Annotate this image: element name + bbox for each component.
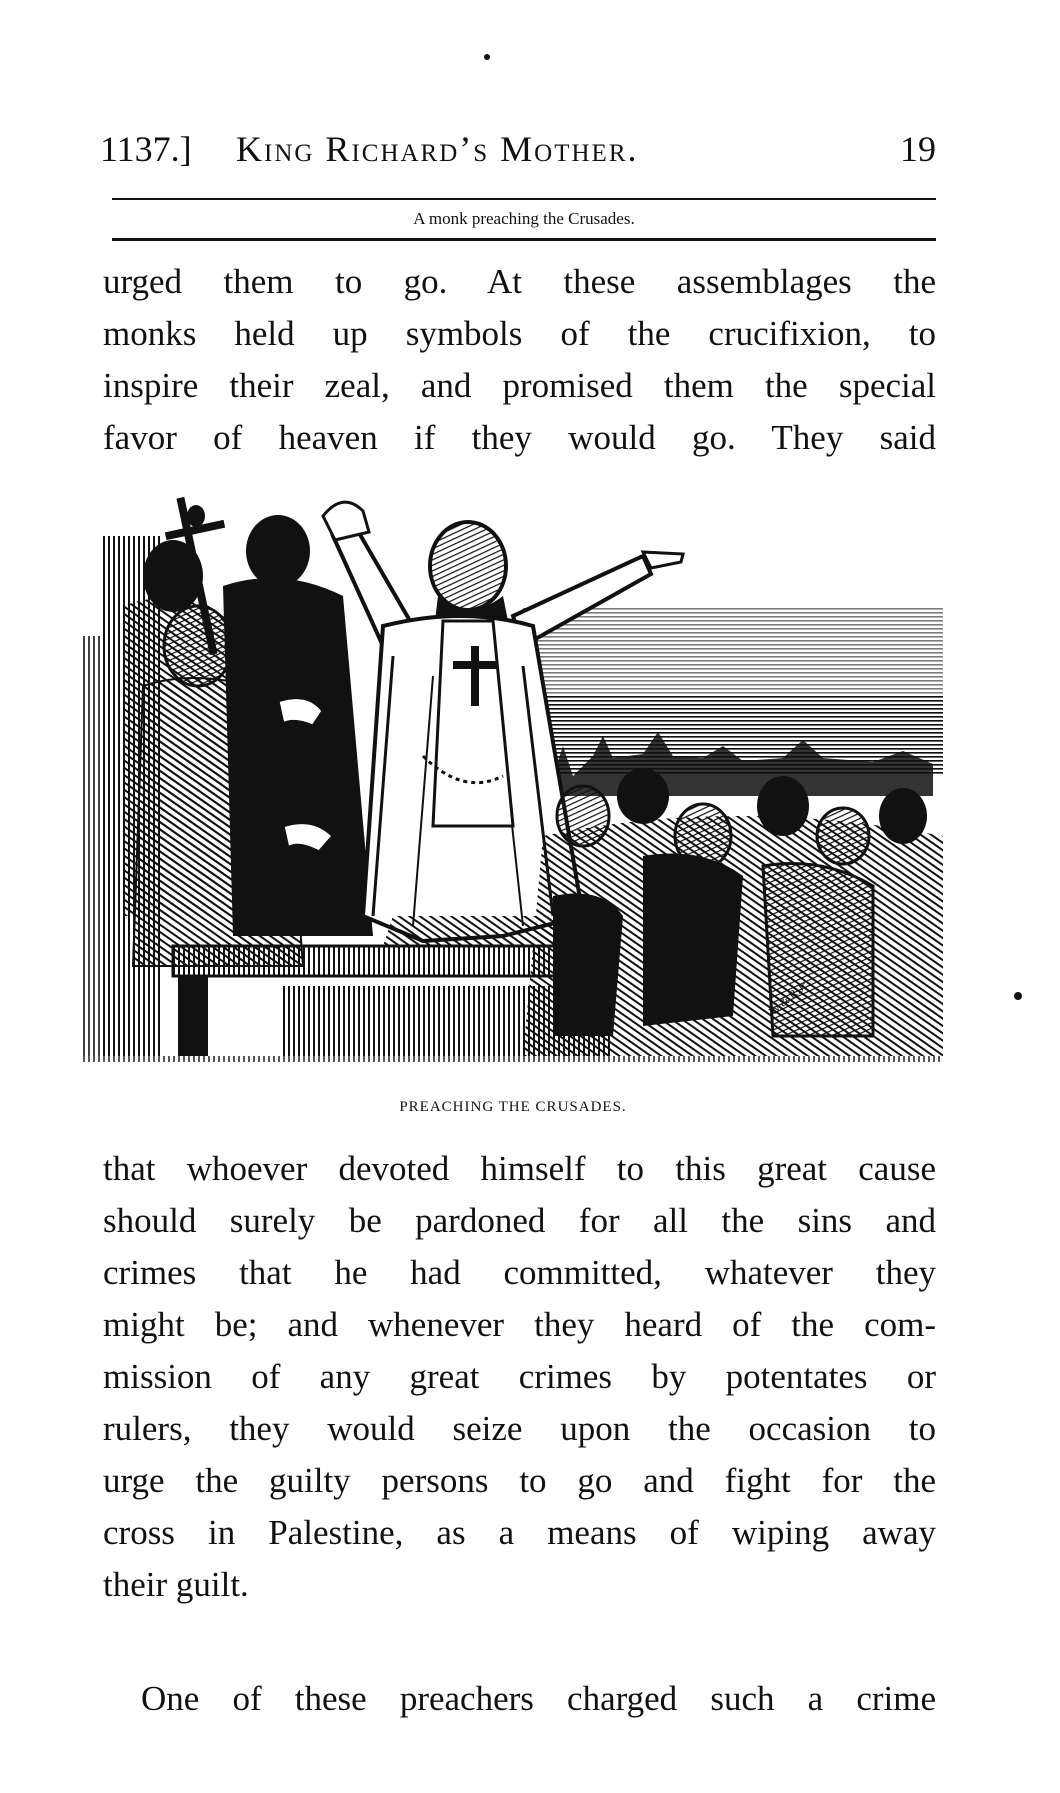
running-head [100, 126, 936, 172]
sidenote: A monk preaching the Crusades. [413, 209, 635, 228]
header-rule-bottom [112, 238, 936, 241]
page-number: 19 [900, 129, 936, 169]
crowd [523, 768, 943, 1056]
engraving-artwork [83, 496, 943, 1092]
figure-caption: PREACHING THE CRUSADES. [399, 1099, 627, 1115]
paragraph-2 [103, 1143, 936, 1611]
text-line: monks held up symbols of the crucifixion, to [103, 314, 936, 353]
text-line: urge the guilty persons to go and fight for the [103, 1461, 936, 1500]
ink-speck [484, 54, 490, 60]
text-line: inspire their zeal, and promised them the special [103, 366, 936, 405]
text-line: might be; and whenever they heard of the com- [103, 1305, 936, 1344]
text-line: favor of heaven if they would go. They said [103, 418, 936, 457]
text-line: crimes that he had committed, whatever they [103, 1253, 936, 1292]
engraver-mark: W.&.R.Jr. [765, 976, 812, 1019]
running-head-title: King Richard’s Mother. [236, 129, 639, 169]
engraving-illustration [83, 496, 943, 1092]
left-monk-group [123, 515, 373, 966]
header-rule-top [112, 198, 936, 200]
text-line: that whoever devoted himself to this great cause [103, 1149, 936, 1188]
text-line: should surely be pardoned for all the sins and [103, 1201, 936, 1240]
text-line: cross in Palestine, as a means of wiping away [103, 1513, 936, 1552]
paragraph-1 [103, 256, 936, 464]
paragraph-3 [103, 1673, 936, 1725]
text-line: mission of any great crimes by potentates or [103, 1357, 936, 1396]
text-line: urged them to go. At these assemblages the [103, 262, 936, 301]
text-line: rulers, they would seize upon the occasion to [103, 1409, 936, 1448]
text-line: One of these preachers charged such a crime [141, 1679, 936, 1718]
running-head-year: 1137.] [100, 129, 192, 169]
text-line: their guilt. [103, 1565, 249, 1604]
ink-speck [1014, 992, 1022, 1000]
